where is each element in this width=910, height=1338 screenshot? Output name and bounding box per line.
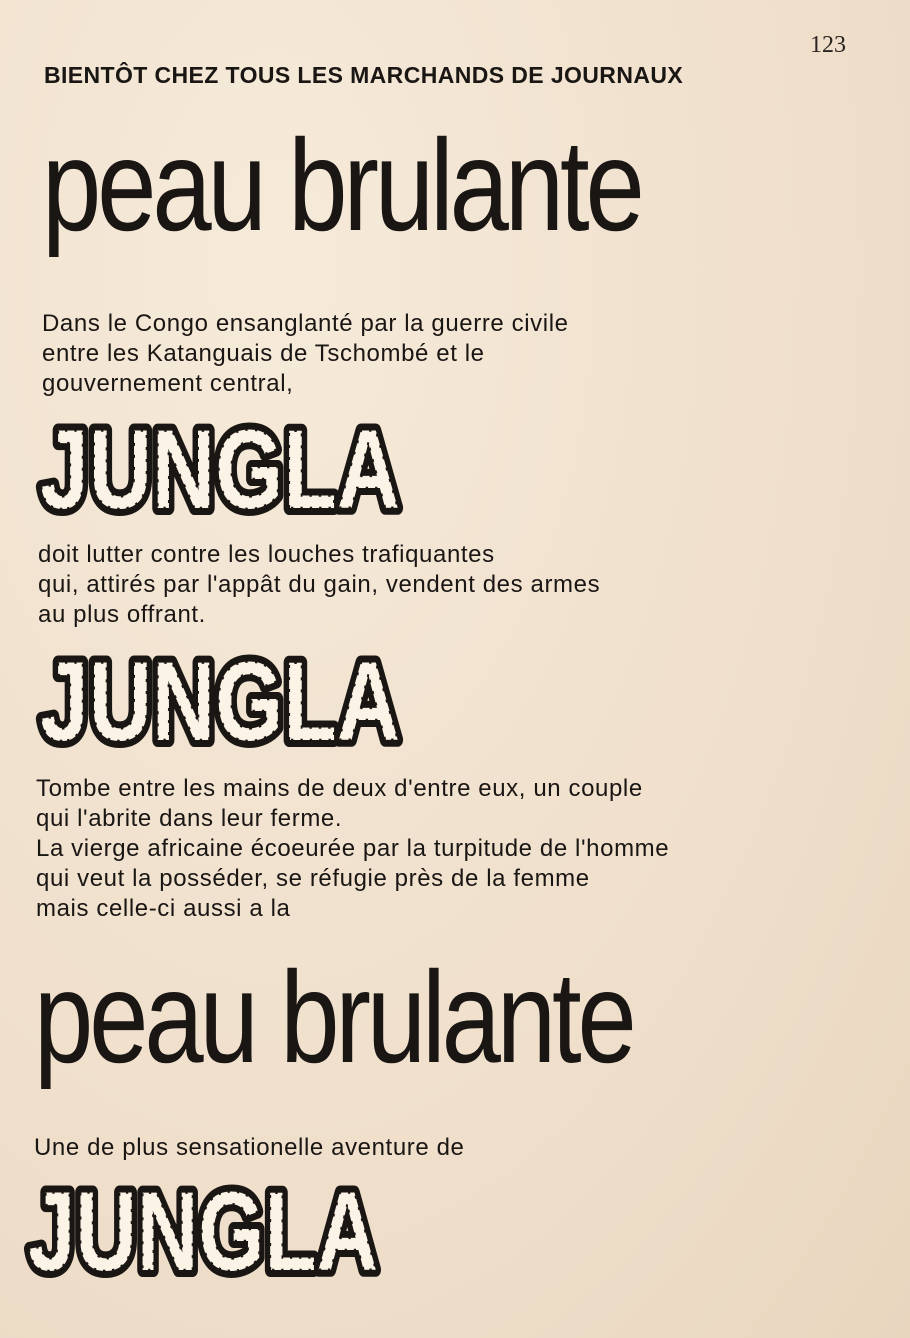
- jungla-logo-3: [22, 1166, 392, 1294]
- paragraph-line: entre les Katanguais de Tschombé et le: [42, 340, 485, 367]
- paragraph-line: mais celle-ci aussi a la: [36, 895, 291, 922]
- logo-bamboo-texture: JUNGLA: [40, 639, 400, 764]
- page-number: 123: [810, 32, 846, 58]
- logo-text: JUNGLA: [28, 1169, 378, 1294]
- paragraph-line: qui l'abrite dans leur ferme.: [36, 805, 343, 832]
- jungla-logo-2: [34, 636, 414, 764]
- paragraph-line: La vierge africaine écoeurée par la turpitude de l'homme: [36, 835, 670, 862]
- title-top: peau brulante: [42, 112, 641, 258]
- paragraph-line: doit lutter contre les louches trafiquantes: [38, 541, 495, 568]
- paragraph-line: Dans le Congo ensanglanté par la guerre civile: [42, 310, 569, 337]
- logo-text: JUNGLA: [40, 639, 400, 764]
- logo-text: JUNGLA: [40, 407, 400, 532]
- jungla-logo-1: [34, 404, 414, 532]
- paragraph-line: Tombe entre les mains de deux d'entre eux, un couple: [36, 775, 643, 802]
- paragraph-1: [42, 309, 569, 399]
- logo-bamboo-texture: JUNGLA: [40, 407, 400, 532]
- title-bottom: peau brulante: [34, 944, 633, 1090]
- paragraph-2: [38, 540, 600, 630]
- paragraph-line: Une de plus sensationelle aventure de: [34, 1134, 465, 1161]
- paragraph-line: qui veut la posséder, se réfugie près de la femme: [36, 865, 590, 892]
- header-announcement: BIENTÔT CHEZ TOUS LES MARCHANDS DE JOURNAUX: [44, 62, 684, 88]
- paragraph-line: gouvernement central,: [42, 370, 294, 397]
- paragraph-3: [36, 774, 669, 924]
- paragraph-4: [34, 1133, 464, 1163]
- logo-bamboo-texture: JUNGLA: [28, 1169, 378, 1294]
- paragraph-line: qui, attirés par l'appât du gain, vendent des armes: [38, 571, 601, 598]
- paragraph-line: au plus offrant.: [38, 601, 206, 628]
